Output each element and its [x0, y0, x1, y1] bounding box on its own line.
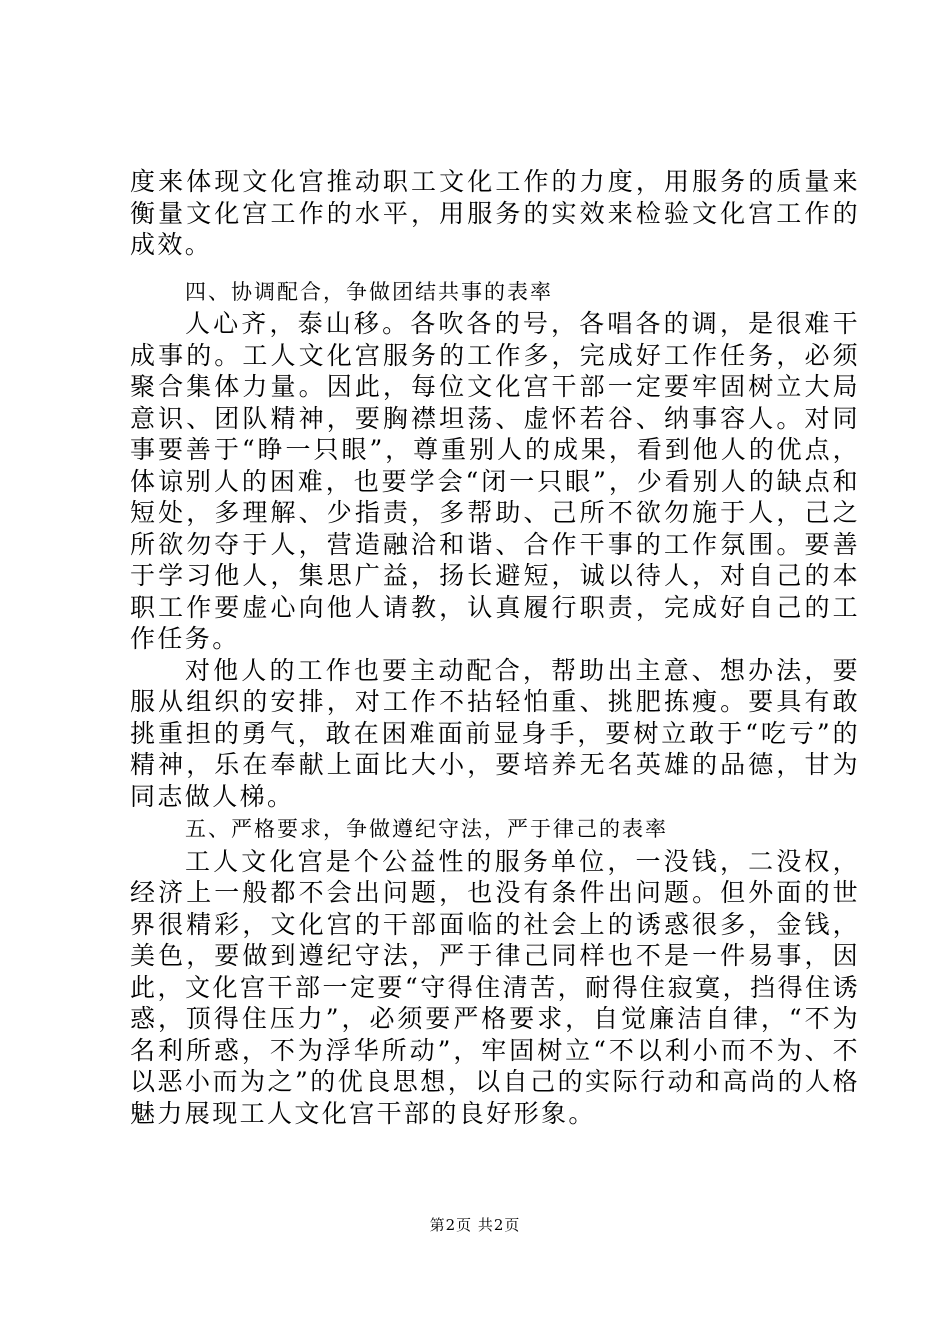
- section-4-heading: 四、协调配合，争做团结共事的表率: [185, 279, 553, 304]
- intro-paragraph: 度来体现文化宫推动职工文化工作的力度，用服务的质量来衡量文化宫工作的水平，用服务的实效来检验文化宫工作的成效。: [130, 167, 860, 259]
- section-4-paragraph-1: 人心齐，泰山移。各吹各的号，各唱各的调，是很难干成事的。工人文化宫服务的工作多，完成好工作任务，必须聚合集体力量。因此，每位文化宫干部一定要牢固树立大局意识、团队精神，要胸襟坦荡、虚怀若谷、纳事容人。对同事要善于“睁一只眼”，尊重别人的成果，看到他人的优点，体谅别人的困难，也要学会“闭一只眼”，少看别人的缺点和短处，多理解、少指责，多帮助、己所不欲勿施于人，己之所欲勿夺于人，营造融洽和谐、合作干事的工作氛围。要善于学习他人，集思广益，扬长避短，诚以待人，对自己的本职工作要虚心向他人请教，认真履行职责，完成好自己的工作任务。: [130, 309, 860, 653]
- page-footer: 第2页 共2页: [429, 1216, 521, 1234]
- document-body: [130, 166, 860, 1129]
- section-4-paragraph-2: 对他人的工作也要主动配合，帮助出主意、想办法，要服从组织的安排，对工作不拈轻怕重、挑肥拣瘦。要具有敢挑重担的勇气，敢在困难面前显身手，要树立敢于“吃亏”的精神，乐在奉献上面比大小，要培养无名英雄的品德，甘为同志做人梯。: [130, 655, 860, 811]
- section-5-paragraph-1: 工人文化宫是个公益性的服务单位，一没钱，二没权，经济上一般都不会出问题，也没有条件出问题。但外面的世界很精彩，文化宫的干部面临的社会上的诱惑很多，金钱，美色，要做到遵纪守法，严于律己同样也不是一件易事，因此，文化宫干部一定要“守得住清苦，耐得住寂寞，挡得住诱惑，顶得住压力”，必须要严格要求，自觉廉洁自律，“不为名利所惑，不为浮华所动”，牢固树立“不以利小而不为、不以恶小而为之”的优良思想，以自己的实际行动和高尚的人格魅力展现工人文化宫干部的良好形象。: [130, 846, 860, 1128]
- section-5-heading: 五、严格要求，争做遵纪守法，严于律己的表率: [185, 817, 668, 841]
